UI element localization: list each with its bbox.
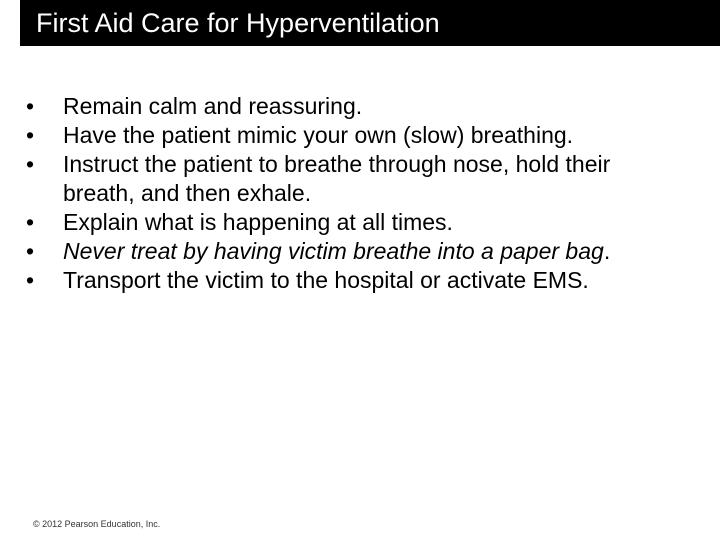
copyright-footer: © 2012 Pearson Education, Inc. — [33, 519, 161, 529]
bullet-icon: • — [26, 93, 35, 119]
bullet-icon: • — [26, 122, 35, 148]
bullet-icon: • — [26, 151, 35, 177]
bullet-list — [26, 92, 686, 295]
bullet-icon: • — [26, 209, 35, 235]
bullet-item-3 — [26, 150, 686, 208]
bullet-text: Remain calm and reassuring. — [63, 93, 363, 119]
bullet-text: Instruct the patient to breathe through nose, hold their breath, and then exhale. — [63, 151, 611, 206]
bullet-text: Explain what is happening at all times. — [63, 209, 453, 235]
bullet-item-1 — [26, 92, 686, 121]
title-bar — [20, 0, 720, 46]
bullet-icon: • — [26, 267, 35, 293]
bullet-text-emphasis: Never treat by having victim breathe into a paper bag — [63, 238, 604, 264]
slide-title: First Aid Care for Hyperventilation — [36, 8, 440, 38]
bullet-icon: • — [26, 238, 35, 264]
bullet-item-4 — [26, 208, 686, 237]
bullet-item-6 — [26, 266, 686, 295]
bullet-text: Have the patient mimic your own (slow) breathing. — [63, 122, 574, 148]
bullet-item-2 — [26, 121, 686, 150]
bullet-item-5 — [26, 237, 686, 266]
bullet-text-period: . — [603, 238, 611, 264]
bullet-text: Transport the victim to the hospital or activate EMS. — [63, 267, 589, 293]
